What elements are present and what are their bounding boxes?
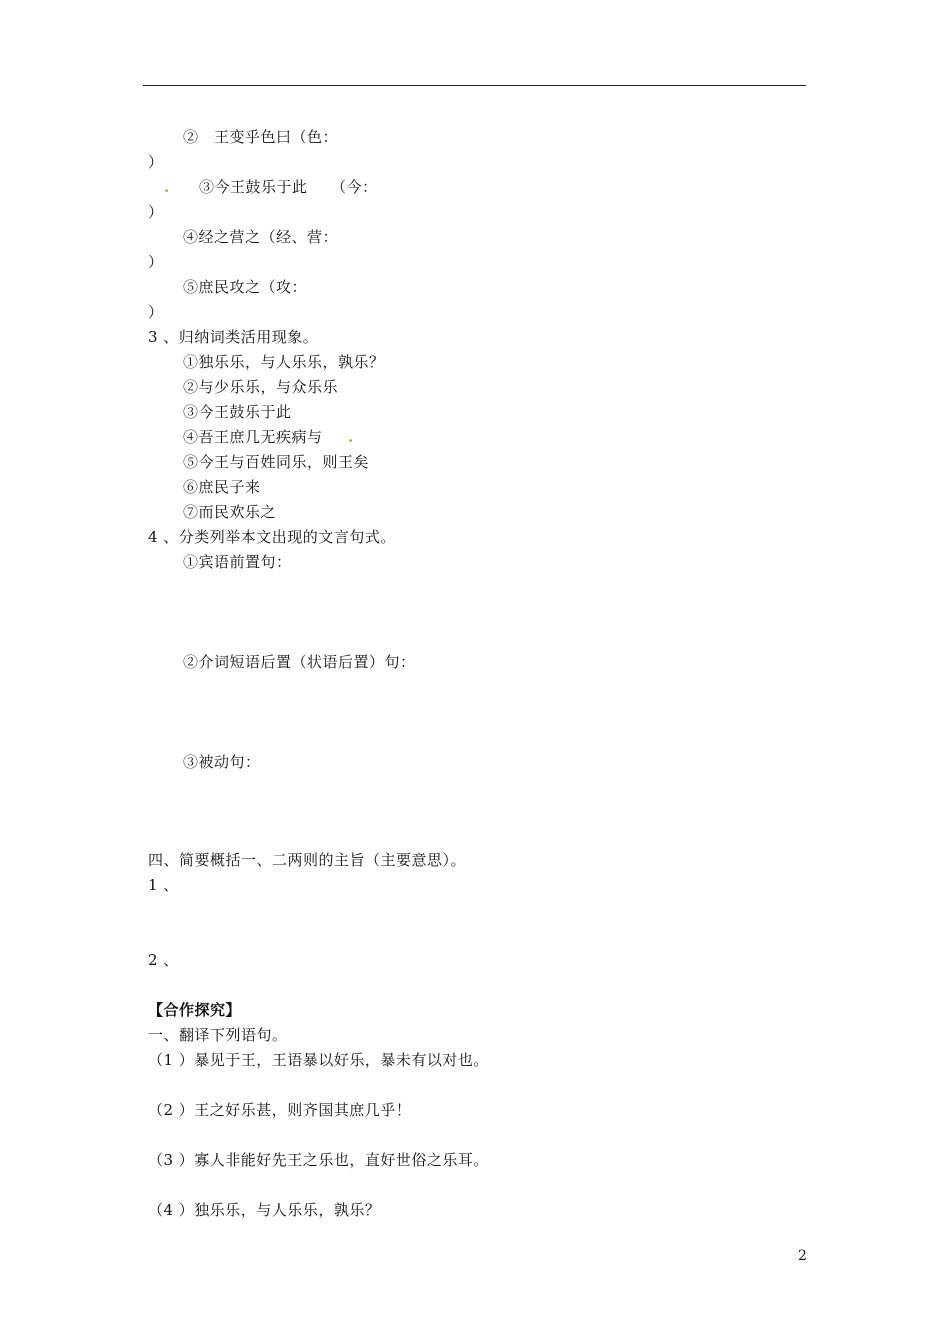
section-3-item: ②与少乐乐，与众乐乐: [183, 378, 339, 396]
section-3-title: 3 、归纳词类活用现象。: [148, 328, 319, 346]
vocab-close-3: ）: [148, 203, 164, 221]
part-4-title: 四、简要概括一、二两则的主旨（主要意思）。: [148, 851, 467, 869]
section-3-item: ①独乐乐，与人乐乐，孰乐？: [183, 353, 385, 371]
vocab-close-5: ）: [148, 303, 164, 321]
section-3-item: ⑤今王与百姓同乐，则王矣: [183, 453, 370, 471]
section-3-item: ④吾王庶几无疾病与: [183, 428, 323, 446]
vocab-item-5: ⑤庶民攻之（攻：: [183, 278, 308, 296]
explore-heading: 【合作探究】: [148, 1001, 242, 1019]
vocab-item-4: ④经之营之（经、营：: [183, 228, 339, 246]
green-dot-mark: .: [348, 428, 354, 446]
section-3-item: ③今王鼓乐于此: [183, 403, 292, 421]
part-4-item: 2 、: [148, 951, 179, 969]
translation-item: （2 ）王之好乐甚，则齐国其庶几乎！: [148, 1101, 412, 1119]
section-3-item: ⑥庶民子来: [183, 478, 261, 496]
vocab-close-2: ）: [148, 153, 164, 171]
section-3-item: ⑦而民欢乐之: [183, 503, 277, 521]
section-4-item: ②介词短语后置（状语后置）句：: [183, 653, 416, 671]
section-4-title: 4 、分类列举本文出现的文言句式。: [148, 528, 396, 546]
green-dot-mark: .: [164, 178, 170, 196]
explore-subtitle: 一、翻译下列语句。: [148, 1026, 288, 1044]
header-rule: [143, 85, 806, 86]
translation-item: （3 ）寡人非能好先王之乐也，直好世俗之乐耳。: [148, 1151, 489, 1169]
vocab-close-4: ）: [148, 253, 164, 271]
part-4-item: 1 、: [148, 876, 179, 894]
translation-item: （4 ）独乐乐，与人乐乐，孰乐？: [148, 1201, 381, 1219]
page-number: 2: [798, 1248, 807, 1264]
section-4-item: ①宾语前置句：: [183, 553, 292, 571]
translation-item: （1 ）暴见于王，王语暴以好乐，暴未有以对也。: [148, 1051, 489, 1069]
vocab-item-3: ③今王鼓乐于此 （今：: [199, 178, 378, 196]
section-4-item: ③被动句：: [183, 753, 261, 771]
vocab-item-2: ② 王变乎色曰（色：: [183, 128, 339, 146]
